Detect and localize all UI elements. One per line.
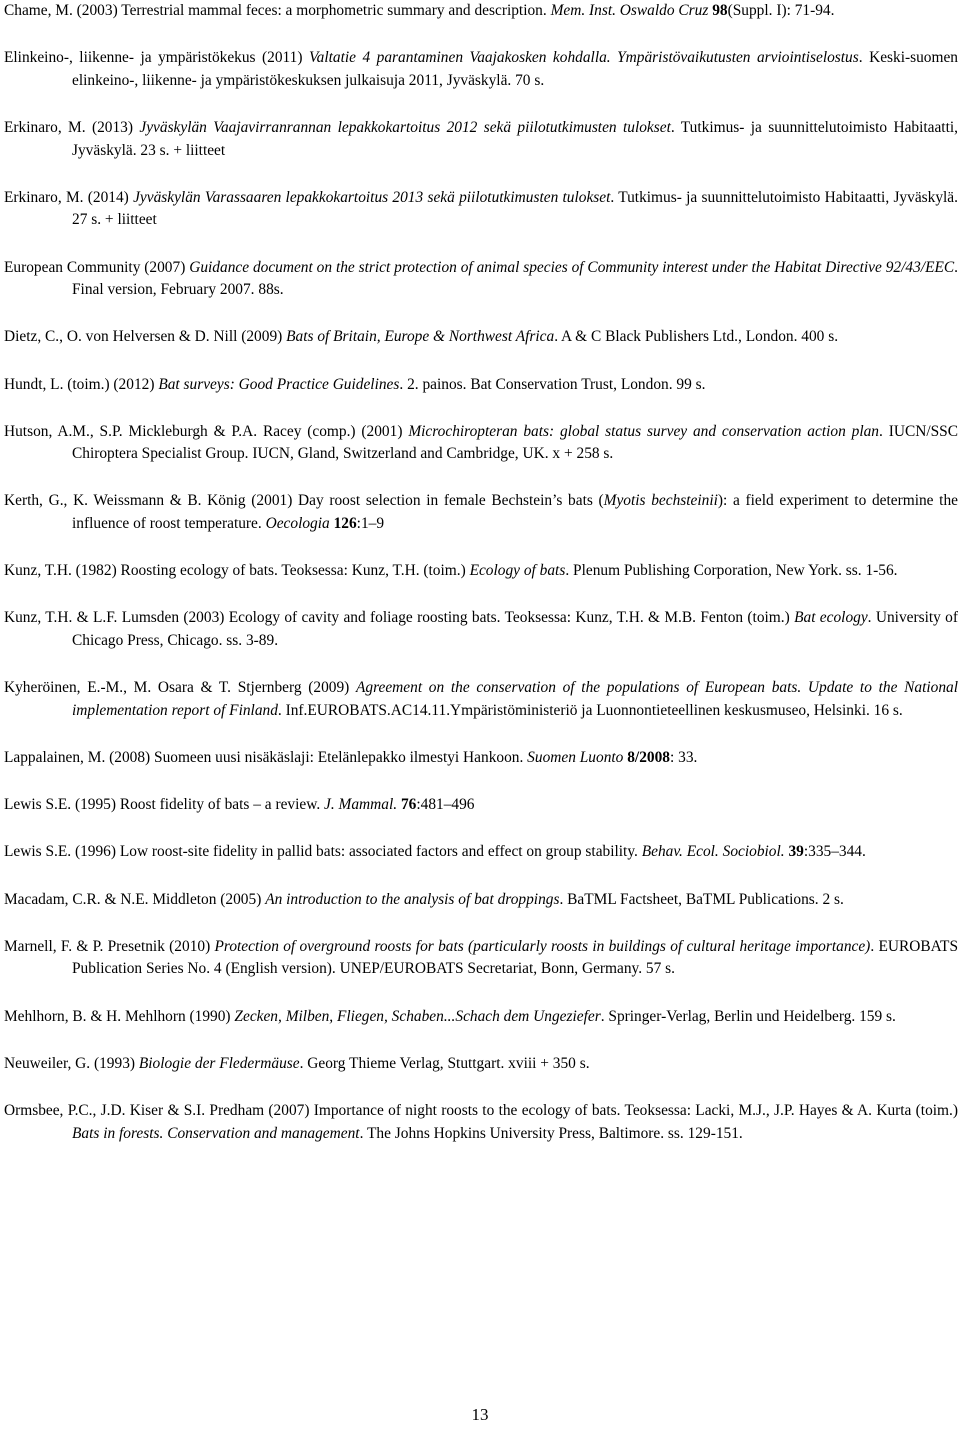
reference-text: Kunz, T.H. & L.F. Lumsden (2003) Ecology of cavity and foliage roosting bats. Teoksessa: Kunz, T.H. & M.B. Fenton (toim.) [4, 609, 795, 627]
reference-italic-text: J. Mammal. [324, 796, 398, 814]
reference-text: . Georg Thieme Verlag, Stuttgart. xviii + 350 s. [299, 1054, 590, 1072]
reference-entry [4, 47, 958, 92]
reference-text: Marnell, F. & P. Presetnik (2010) [4, 937, 215, 955]
reference-text: . Plenum Publishing Corporation, New York. ss. 1-56. [565, 562, 898, 580]
reference-bold-text: 39 [788, 843, 804, 861]
reference-text: Mehlhorn, B. & H. Mehlhorn (1990) [4, 1007, 235, 1025]
reference-entry [4, 1100, 958, 1145]
reference-entry [4, 560, 958, 583]
reference-text: Ormsbee, P.C., J.D. Kiser & S.I. Predham (2007) Importance of night roosts to the ecology of bats. Teoksessa: Lacki, M.J., J.P. Hayes & A. Kurta (toim.) [4, 1101, 958, 1119]
reference-text: . A & C Black Publishers Ltd., London. 400 s. [554, 328, 839, 346]
reference-italic-text: Oecologia [265, 515, 330, 533]
reference-bold-text: 8/2008 [627, 749, 670, 766]
reference-bold-text: 76 [400, 796, 417, 814]
reference-entry [4, 607, 958, 652]
reference-entry [4, 936, 958, 981]
reference-entry [4, 1006, 958, 1029]
reference-text: Erkinaro, M. (2014) [4, 188, 134, 206]
reference-text: Lewis S.E. (1995) Roost fidelity of bats – a review. [4, 796, 325, 814]
reference-entry [4, 747, 958, 770]
reference-text: Dietz, C., O. von Helversen & D. Nill (2009) [4, 328, 287, 346]
reference-italic-text: Ecology of bats [469, 562, 566, 580]
reference-text: Kunz, T.H. (1982) Roosting ecology of bats. Teoksessa: Kunz, T.H. (toim.) [4, 562, 470, 580]
reference-italic-text: Jyväskylän Vaajavirranrannan lepakkokartoitus 2012 sekä piilotutkimusten tulokset [139, 118, 671, 136]
reference-italic-text: Bats of Britain, Europe & Northwest Africa [286, 328, 555, 346]
reference-italic-text: Jyväskylän Varassaaren lepakkokartoitus 2013 sekä piilotutkimusten tulokset [133, 188, 611, 206]
reference-italic-text: Guidance document on the strict protection of animal species of Community interest under the Habitat Directive 92/43/EEC [189, 258, 955, 276]
reference-text: . EUROBATS Publication Series No. 4 (English version). UNEP/EUROBATS Secretariat, Bonn, Germany. 57 s. [72, 937, 959, 978]
reference-italic-text: Biologie der Fledermäuse [138, 1054, 300, 1072]
reference-text: . IUCN/SSC Chiroptera Specialist Group. IUCN, Gland, Switzerland and Cambridge, UK. x + 258 s. [72, 422, 958, 463]
reference-text: Erkinaro, M. (2013) [4, 118, 140, 136]
reference-text: Lappalainen, M. (2008) Suomeen uusi nisäkäslaji: Etelänlepakko ilmestyi Hankoon. [4, 749, 528, 766]
reference-entry [4, 1053, 958, 1076]
reference-text: Chame, M. (2003) Terrestrial mammal feces: a morphometric summary and description. [4, 2, 551, 19]
reference-text: Macadam, C.R. & N.E. Middleton (2005) [4, 890, 266, 908]
reference-text: . Tutkimus- ja suunnittelutoimisto Habitaatti, Jyväskylä. 23 s. + liitteet [72, 118, 958, 159]
reference-entry [4, 187, 958, 232]
reference-italic-text: Microchiropteran bats: global status survey and conservation action plan [408, 422, 879, 440]
reference-bold-text: 98 [712, 2, 728, 19]
reference-entry [4, 0, 958, 23]
reference-italic-text: Mem. Inst. Oswaldo Cruz [550, 2, 709, 19]
reference-text: . Final version, February 2007. 88s. [72, 258, 958, 299]
reference-entry [4, 490, 958, 535]
reference-entry [4, 257, 958, 302]
reference-entry [4, 677, 958, 722]
reference-italic-text: Bats in forests. Conservation and management [72, 1124, 360, 1142]
reference-entry [4, 841, 958, 864]
reference-italic-text: Myotis bechsteinii [603, 492, 718, 510]
reference-text: Elinkeino-, liikenne- ja ympäristökekus (2011) [4, 49, 309, 67]
reference-text: . BaTML Factsheet, BaTML Publications. 2 s. [559, 890, 844, 908]
reference-text: Lewis S.E. (1996) Low roost-site fidelity in pallid bats: associated factors and effect on group stability. [4, 843, 642, 861]
reference-text: Neuweiler, G. (1993) [4, 1054, 139, 1072]
reference-entry [4, 326, 958, 349]
reference-text: . Keski-suomen elinkeino-, liikenne- ja ympäristökeskuksen julkaisuja 2011, Jyväskylä. 70 s. [72, 49, 958, 89]
reference-text: . Tutkimus- ja suunnittelutoimisto Habitaatti, Jyväskylä. 27 s. + liitteet [72, 188, 958, 229]
reference-italic-text: Valtatie 4 parantaminen Vaajakosken kohdalla. Ympäristövaikutusten arviointiselostus [308, 49, 859, 67]
reference-text: :481–496 [416, 796, 475, 814]
reference-italic-text: Agreement on the conservation of the populations of European bats. Update to the National implementation report of Finland [72, 679, 958, 719]
reference-text: Kerth, G., K. Weissmann & B. König (2001) Day roost selection in female Bechstein’s bats ( [4, 492, 604, 510]
reference-text: . Springer-Verlag, Berlin und Heidelberg. 159 s. [600, 1007, 896, 1025]
reference-text: :1–9 [356, 515, 385, 533]
reference-italic-text: Zecken, Milben, Fliegen, Schaben...Schach dem Ungeziefer [234, 1007, 601, 1025]
reference-text: : 33. [670, 749, 698, 766]
reference-text: . University of Chicago Press, Chicago. ss. 3-89. [72, 609, 958, 650]
reference-italic-text: Behav. Ecol. Sociobiol. [641, 843, 785, 861]
reference-entry [4, 794, 958, 817]
reference-text: (Suppl. I): 71-94. [727, 2, 835, 19]
page-number: 13 [471, 1405, 489, 1424]
reference-entry [4, 889, 958, 912]
reference-text: . Inf.EUROBATS.AC14.11.Ympäristöministeriö ja Luonnontieteellinen keskusmuseo, Helsinki. 16 s. [277, 701, 903, 719]
reference-text: Hundt, L. (toim.) (2012) [4, 375, 159, 393]
reference-entry [4, 117, 958, 162]
reference-italic-text: Bat surveys: Good Practice Guidelines [158, 375, 400, 393]
reference-text: Kyheröinen, E.-M., M. Osara & T. Stjernberg (2009) [4, 679, 356, 697]
reference-text: European Community (2007) [4, 258, 190, 276]
reference-text: . The Johns Hopkins University Press, Baltimore. ss. 129-151. [359, 1124, 743, 1142]
reference-text: :335–344. [803, 843, 866, 861]
reference-text: Hutson, A.M., S.P. Mickleburgh & P.A. Racey (comp.) (2001) [4, 422, 409, 440]
reference-text: ): a field experiment to determine the influence of roost temperature. [72, 492, 958, 533]
reference-bold-text: 126 [333, 515, 357, 533]
reference-list [4, 0, 958, 1170]
reference-italic-text: Bat ecology [794, 609, 868, 627]
reference-italic-text: An introduction to the analysis of bat droppings [265, 890, 560, 908]
reference-entry [4, 374, 958, 397]
reference-text: . 2. painos. Bat Conservation Trust, London. 99 s. [399, 375, 706, 393]
reference-italic-text: Suomen Luonto [527, 749, 624, 766]
reference-entry [4, 421, 958, 466]
reference-italic-text: Protection of overground roosts for bats (particularly roosts in buildings of cultural heritage importance) [214, 937, 871, 955]
